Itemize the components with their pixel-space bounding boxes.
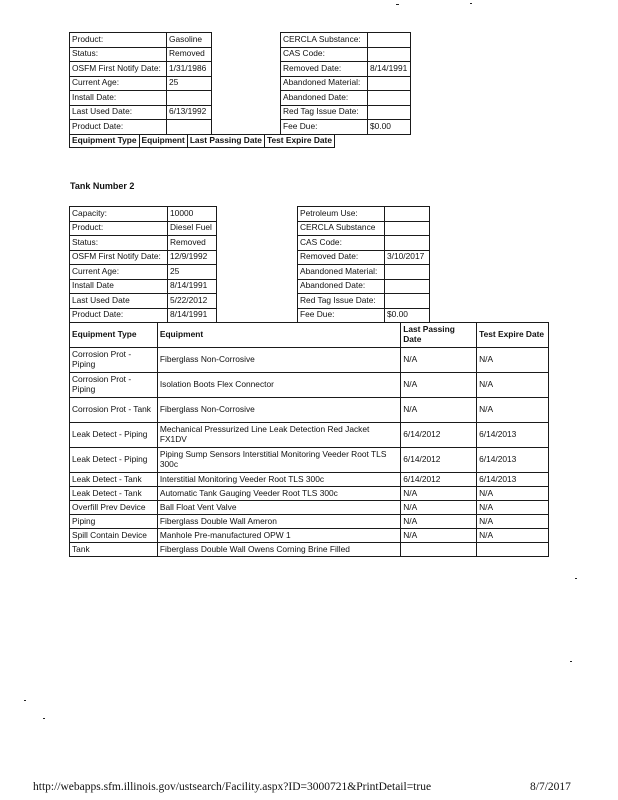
detail-value (368, 47, 411, 62)
equipment-name: Isolation Boots Flex Connector (157, 373, 400, 398)
test-expire-date: N/A (477, 373, 549, 398)
equipment-type: Leak Detect - Tank (70, 487, 158, 501)
test-expire-date (477, 543, 549, 557)
spacer-cell (217, 308, 298, 323)
detail-value: 3/10/2017 (385, 250, 430, 265)
detail-label: Current Age: (70, 265, 168, 280)
equipment-row (70, 448, 549, 473)
footer-url: http://webapps.sfm.illinois.gov/ustsearch/Facility.aspx?ID=3000721&PrintDetail=true (33, 781, 432, 793)
equipment-name: Fiberglass Non-Corrosive (157, 398, 400, 423)
detail-value (385, 207, 430, 222)
equipment-type-header: Equipment Type (70, 323, 158, 348)
last-passing-date: N/A (401, 515, 477, 529)
equipment-row (70, 423, 549, 448)
detail-value (368, 33, 411, 48)
detail-row (70, 207, 430, 222)
detail-value (385, 236, 430, 251)
tank1-details-table (69, 32, 411, 135)
detail-value: 5/22/2012 (168, 294, 217, 309)
test-expire-date-header: Test Expire Date (477, 323, 549, 348)
spacer-cell (212, 105, 281, 120)
detail-label: Abandoned Date: (298, 279, 385, 294)
detail-row (70, 265, 430, 280)
detail-row (70, 308, 430, 323)
detail-value (385, 294, 430, 309)
detail-label: Capacity: (70, 207, 168, 222)
detail-row (70, 250, 430, 265)
equipment-type: Tank (70, 543, 158, 557)
test-expire-date: 6/14/2013 (477, 448, 549, 473)
spacer-cell (212, 47, 281, 62)
equipment-row (70, 515, 549, 529)
detail-label: Last Used Date (70, 294, 168, 309)
equipment-row (70, 373, 549, 398)
detail-value: Removed (167, 47, 212, 62)
last-passing-date-header: Last Passing Date (187, 135, 264, 148)
detail-value (385, 279, 430, 294)
detail-label: Abandoned Material: (298, 265, 385, 280)
detail-value: Gasoline (167, 33, 212, 48)
tank2-equipment-table (69, 322, 549, 557)
equipment-row (70, 543, 549, 557)
detail-label: Last Used Date: (70, 105, 167, 120)
detail-label: Red Tag Issue Date: (281, 105, 368, 120)
equipment-type: Leak Detect - Piping (70, 448, 158, 473)
equipment-type: Corrosion Prot - Tank (70, 398, 158, 423)
equipment-row (70, 348, 549, 373)
detail-value: 8/14/1991 (168, 308, 217, 323)
detail-value: 25 (167, 76, 212, 91)
test-expire-date: N/A (477, 501, 549, 515)
detail-value: 12/9/1992 (168, 250, 217, 265)
equipment-type: Leak Detect - Piping (70, 423, 158, 448)
detail-label: Petroleum Use: (298, 207, 385, 222)
equipment-type: Leak Detect - Tank (70, 473, 158, 487)
detail-row (70, 91, 411, 106)
equipment-name: Automatic Tank Gauging Veeder Root TLS 300c (157, 487, 400, 501)
detail-label: CAS Code: (281, 47, 368, 62)
detail-value (368, 76, 411, 91)
detail-value: Diesel Fuel (168, 221, 217, 236)
detail-label: Product Date: (70, 120, 167, 135)
last-passing-date: N/A (401, 398, 477, 423)
detail-value (385, 265, 430, 280)
detail-label: Removed Date: (298, 250, 385, 265)
detail-value (167, 120, 212, 135)
equipment-row (70, 398, 549, 423)
scan-speck (396, 4, 399, 5)
spacer-cell (217, 279, 298, 294)
last-passing-date: N/A (401, 487, 477, 501)
detail-value: 8/14/1991 (168, 279, 217, 294)
equipment-type: Overfill Prev Device (70, 501, 158, 515)
spacer-cell (217, 294, 298, 309)
equipment-type: Corrosion Prot - Piping (70, 348, 158, 373)
detail-row (70, 294, 430, 309)
equipment-type: Spill Contain Device (70, 529, 158, 543)
detail-value: 1/31/1986 (167, 62, 212, 77)
detail-label: CERCLA Substance (298, 221, 385, 236)
scan-speck (24, 700, 26, 701)
equipment-row (70, 529, 549, 543)
scan-speck (570, 661, 572, 662)
equipment-type: Piping (70, 515, 158, 529)
last-passing-date: 6/14/2012 (401, 448, 477, 473)
detail-label: Product: (70, 33, 167, 48)
last-passing-date: 6/14/2012 (401, 423, 477, 448)
detail-value: 10000 (168, 207, 217, 222)
equipment-name: Fiberglass Double Wall Ameron (157, 515, 400, 529)
spacer-cell (217, 207, 298, 222)
equipment-name: Interstitial Monitoring Veeder Root TLS 300c (157, 473, 400, 487)
test-expire-date: N/A (477, 398, 549, 423)
detail-label: Abandoned Date: (281, 91, 368, 106)
detail-value: 8/14/1991 (368, 62, 411, 77)
last-passing-date: N/A (401, 373, 477, 398)
tank2-details-table (69, 206, 430, 323)
detail-value (385, 221, 430, 236)
spacer-cell (217, 250, 298, 265)
spacer-cell (212, 120, 281, 135)
test-expire-date: 6/14/2013 (477, 423, 549, 448)
detail-value: $0.00 (368, 120, 411, 135)
detail-label: Removed Date: (281, 62, 368, 77)
detail-label: OSFM First Notify Date: (70, 62, 167, 77)
equipment-header: Equipment (139, 135, 187, 148)
detail-label: Status: (70, 47, 167, 62)
detail-label: Status: (70, 236, 168, 251)
detail-row (70, 33, 411, 48)
detail-label: Install Date: (70, 91, 167, 106)
detail-label: Product: (70, 221, 168, 236)
detail-value: 25 (168, 265, 217, 280)
detail-value (167, 91, 212, 106)
detail-label: Fee Due: (281, 120, 368, 135)
equipment-type-header: Equipment Type (70, 135, 140, 148)
detail-value: Removed (168, 236, 217, 251)
detail-label: Fee Due: (298, 308, 385, 323)
equipment-type: Corrosion Prot - Piping (70, 373, 158, 398)
detail-row (70, 62, 411, 77)
last-passing-date: N/A (401, 529, 477, 543)
test-expire-date: 6/14/2013 (477, 473, 549, 487)
scan-speck (470, 3, 472, 4)
spacer-cell (217, 265, 298, 280)
detail-value: 6/13/1992 (167, 105, 212, 120)
last-passing-date (401, 543, 477, 557)
equipment-row (70, 487, 549, 501)
test-expire-date: N/A (477, 529, 549, 543)
detail-label: Install Date (70, 279, 168, 294)
detail-label: Red Tag Issue Date: (298, 294, 385, 309)
test-expire-date-header: Test Expire Date (264, 135, 334, 148)
detail-label: Current Age: (70, 76, 167, 91)
detail-row (70, 120, 411, 135)
scan-speck (575, 578, 577, 579)
spacer-cell (212, 62, 281, 77)
last-passing-date: 6/14/2012 (401, 473, 477, 487)
equipment-name: Mechanical Pressurized Line Leak Detection Red Jacket FX1DV (157, 423, 400, 448)
detail-row (70, 236, 430, 251)
detail-row (70, 105, 411, 120)
equipment-name: Fiberglass Double Wall Owens Corning Brine Filled (157, 543, 400, 557)
detail-label: Abandoned Material: (281, 76, 368, 91)
test-expire-date: N/A (477, 515, 549, 529)
detail-label: Product Date: (70, 308, 168, 323)
detail-row (70, 47, 411, 62)
test-expire-date: N/A (477, 348, 549, 373)
equipment-name: Piping Sump Sensors Interstitial Monitoring Veeder Root TLS 300c (157, 448, 400, 473)
detail-value (368, 105, 411, 120)
spacer-cell (212, 76, 281, 91)
equipment-header: Equipment (157, 323, 400, 348)
detail-row (70, 279, 430, 294)
detail-label: OSFM First Notify Date: (70, 250, 168, 265)
equipment-name: Ball Float Vent Valve (157, 501, 400, 515)
detail-label: CAS Code: (298, 236, 385, 251)
equipment-row (70, 473, 549, 487)
test-expire-date: N/A (477, 487, 549, 501)
detail-label: CERCLA Substance: (281, 33, 368, 48)
tank-number-2-title: Tank Number 2 (70, 181, 135, 191)
last-passing-date: N/A (401, 348, 477, 373)
detail-value (368, 91, 411, 106)
last-passing-date-header: Last Passing Date (401, 323, 477, 348)
equipment-name: Fiberglass Non-Corrosive (157, 348, 400, 373)
detail-row (70, 221, 430, 236)
spacer-cell (212, 91, 281, 106)
spacer-cell (217, 236, 298, 251)
spacer-cell (217, 221, 298, 236)
equipment-name: Manhole Pre-manufactured OPW 1 (157, 529, 400, 543)
detail-value: $0.00 (385, 308, 430, 323)
footer-date: 8/7/2017 (530, 781, 571, 793)
spacer-cell (212, 33, 281, 48)
tank1-equipment-header (69, 134, 335, 148)
scan-speck (43, 718, 45, 719)
detail-row (70, 76, 411, 91)
equipment-row (70, 501, 549, 515)
last-passing-date: N/A (401, 501, 477, 515)
